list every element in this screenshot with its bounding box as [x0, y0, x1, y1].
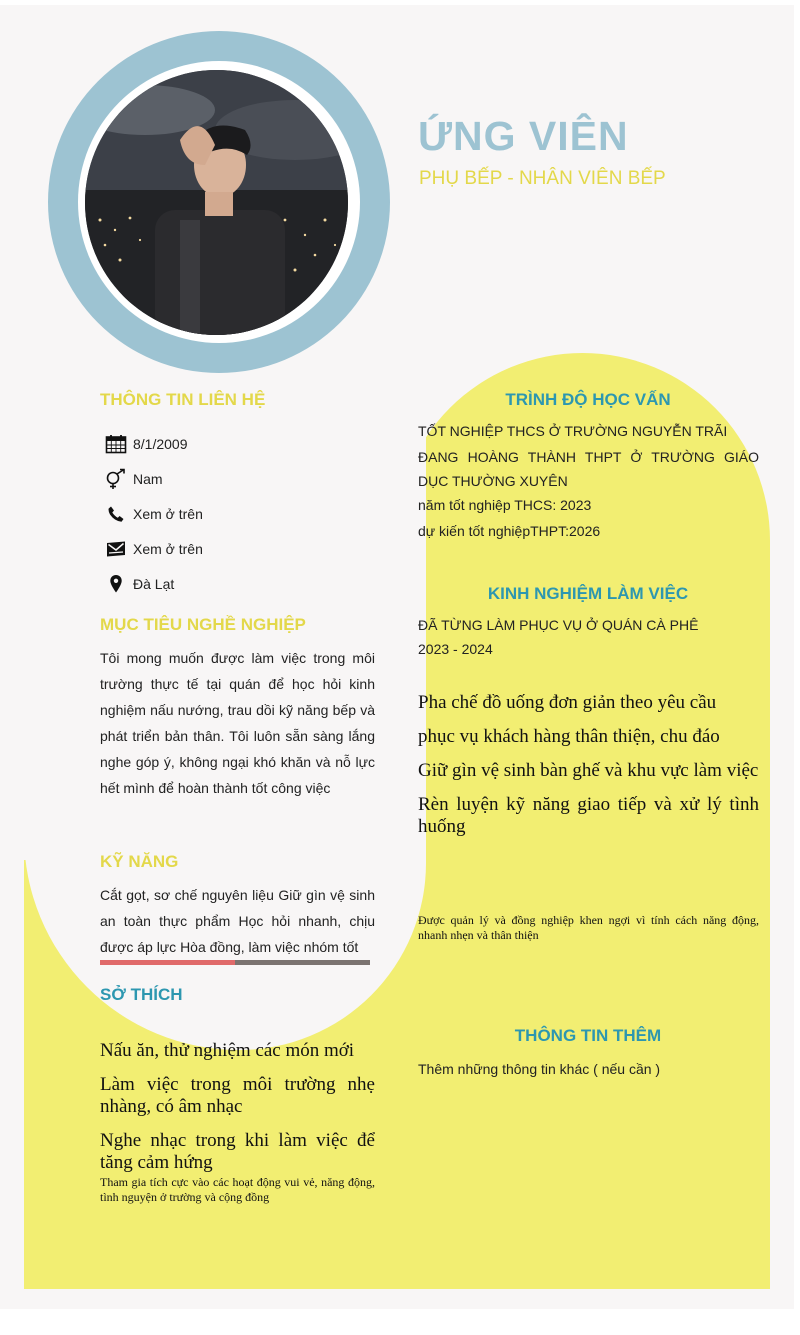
experience-duty: Rèn luyện kỹ năng giao tiếp và xử lý tình huống: [418, 794, 759, 837]
experience-note: Được quản lý và đồng nghiệp khen ngợi vì tính cách năng động, nhanh nhẹn và thân thiện: [418, 913, 759, 942]
contact-phone: [104, 503, 203, 525]
contact-email: [104, 538, 203, 560]
location-pin-icon: [104, 573, 128, 595]
skills-text: Cắt gọt, sơ chế nguyên liệu Giữ gìn vệ sinh an toàn thực phẩm Học hỏi nhanh, chịu được áp lực Hòa đồng, làm việc nhóm tốt: [100, 887, 375, 955]
extra-text: Thêm những thông tin khác ( nếu cần ): [418, 1061, 661, 1077]
skill-level-fill: [100, 960, 235, 965]
contact-birthday: [104, 433, 188, 455]
hobby-item: Nấu ăn, thử nghiệm các món mới: [100, 1040, 355, 1061]
education-line: ĐANG HOÀNG THÀNH THPT Ở TRƯỜNG GIÁO DỤC THƯỜNG XUYÊN: [418, 449, 759, 489]
email-icon: [104, 538, 128, 560]
profile-photo: [85, 70, 348, 335]
experience-position: ĐÃ TỪNG LÀM PHỤC VỤ Ở QUÁN CÀ PHÊ: [418, 617, 699, 633]
experience-duty: phục vụ khách hàng thân thiện, chu đáo: [418, 726, 720, 747]
candidate-role: PHỤ BẾP - NHÂN VIÊN BẾP: [419, 168, 666, 189]
extra-title: THÔNG TIN THÊM: [514, 1026, 662, 1045]
hobby-item: Làm việc trong môi trường nhẹ nhàng, có âm nhạc: [100, 1074, 375, 1117]
education-line: năm tốt nghiệp THCS: 2023: [418, 497, 592, 513]
experience-title: KINH NGHIỆM LÀM VIỆC: [487, 584, 689, 603]
gender-value: Nam: [133, 471, 163, 487]
gender-icon: [104, 468, 128, 490]
skill-level-bar: [100, 960, 370, 965]
hobby-item: Nghe nhạc trong khi làm việc để tăng cảm hứng: [100, 1130, 375, 1173]
birthday-value: 8/1/2009: [133, 436, 188, 452]
contact-title: THÔNG TIN LIÊN HỆ: [100, 390, 266, 409]
experience-duty: Pha chế đồ uống đơn giản theo yêu cầu: [418, 692, 717, 713]
objective-text: Tôi mong muốn được làm việc trong môi trường thực tế tại quán để học hỏi kinh nghiệm nấu nướng, trau dồi kỹ năng bếp và phát triển bản thân. Tôi luôn sẵn sàng lắng nghe góp ý, không ngại khó khăn và nỗ lực hết mình để hoàn thành tốt công việc: [100, 650, 375, 796]
experience-duty: Giữ gìn vệ sinh bàn ghế và khu vực làm việc: [418, 760, 759, 781]
hobbies-note: Tham gia tích cực vào các hoạt động vui vẻ, năng động, tình nguyện ở trường và cộng đồng: [100, 1175, 375, 1204]
education-line: dự kiến tốt nghiệpTHPT:2026: [418, 523, 601, 539]
education-title: TRÌNH ĐỘ HỌC VẤN: [505, 390, 671, 409]
skills-title: KỸ NĂNG: [100, 852, 179, 871]
hobbies-title: SỞ THÍCH: [100, 985, 183, 1004]
candidate-name: ỨNG VIÊN: [418, 113, 629, 159]
email-value: Xem ở trên: [133, 541, 203, 557]
contact-address: [104, 573, 174, 595]
education-line: TỐT NGHIỆP THCS Ở TRƯỜNG NGUYỄN TRÃI: [418, 423, 728, 439]
address-value: Đà Lạt: [133, 576, 175, 592]
experience-period: 2023 - 2024: [418, 641, 493, 657]
objective-title: MỤC TIÊU NGHỀ NGHIỆP: [100, 615, 306, 634]
cv-page: [0, 5, 794, 1309]
contact-gender: [104, 468, 163, 490]
calendar-icon: [104, 433, 128, 455]
phone-value: Xem ở trên: [133, 506, 203, 522]
phone-icon: [104, 503, 128, 525]
